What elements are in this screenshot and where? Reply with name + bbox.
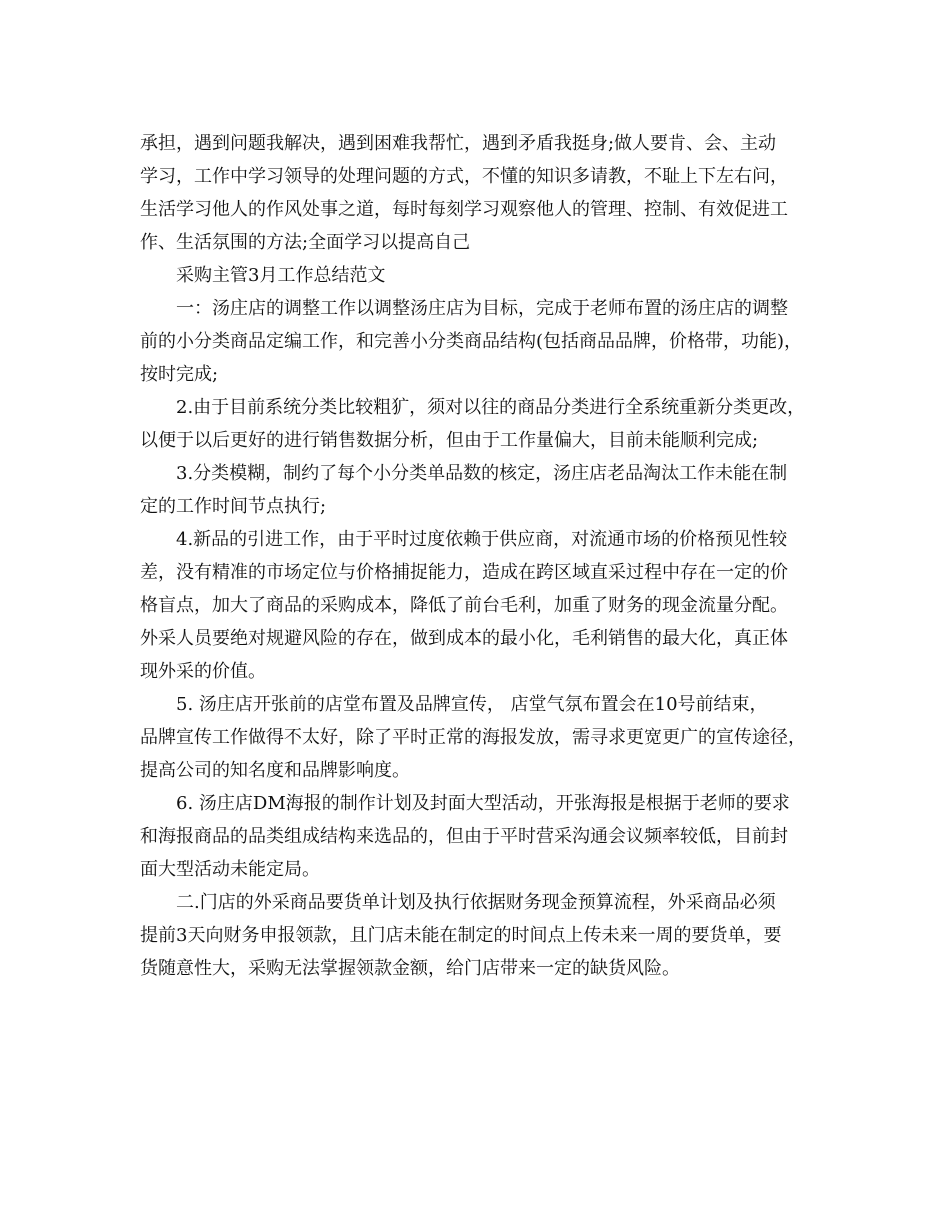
text-line: 定的工作时间节点执行; — [140, 496, 327, 517]
text-line: 前的小分类商品定编工作，和完善小分类商品结构(包括商品品牌，价格带，功能)， — [140, 331, 803, 352]
text-line: 2.由于目前系统分类比较粗犷，须对以往的商品分类进行全系统重新分类更改， — [176, 397, 806, 418]
text-line: 学习，工作中学习领导的处理问题的方式，不懂的知识多请教，不耻上下左右问， — [140, 166, 788, 187]
text-line: 作、生活氛围的方法;全面学习以提高自己 — [140, 232, 471, 253]
text-line: 4.新品的引进工作，由于平时过度依赖于供应商，对流通市场的价格预见性较 — [176, 529, 788, 550]
text-line: 3.分类模糊，制约了每个小分类单品数的核定，汤庄店老品淘汰工作未能在制 — [176, 463, 788, 484]
text-line: 按时完成; — [140, 364, 219, 385]
text-line: 6. 汤庄店DM海报的制作计划及封面大型活动，开张海报是根据于老师的要求 — [176, 793, 790, 814]
text-line: 提前3天向财务申报领款，且门店未能在制定的时间点上传未来一周的要货单，要 — [140, 925, 782, 946]
text-line: 二.门店的外采商品要货单计划及执行依据财务现金预算流程，外采商品必须 — [176, 892, 776, 913]
text-line: 品牌宣传工作做得不太好，除了平时正常的海报发放，需寻求更宽更广的宣传途径， — [140, 727, 806, 748]
text-line: 承担，遇到问题我解决，遇到困难我帮忙，遇到矛盾我挺身;做人要肯、会、主动 — [140, 133, 777, 154]
text-line: 生活学习他人的作风处事之道，每时每刻学习观察他人的管理、控制、有效促进工 — [140, 199, 788, 220]
text-line: 现外采的价值。 — [140, 661, 266, 682]
text-line: 和海报商品的品类组成结构来选品的，但由于平时营采沟通会议频率较低，目前封 — [140, 826, 788, 847]
text-line: 格盲点，加大了商品的采购成本，降低了前台毛利，加重了财务的现金流量分配。 — [140, 595, 788, 616]
text-line: 一：汤庄店的调整工作以调整汤庄店为目标，完成于老师布置的汤庄店的调整 — [176, 298, 788, 319]
section-title: 采购主管3月工作总结范文 — [176, 265, 386, 286]
text-line: 外采人员要绝对规避风险的存在，做到成本的最小化，毛利销售的最大化，真正体 — [140, 628, 788, 649]
text-line: 货随意性大，采购无法掌握领款金额，给门店带来一定的缺货风险。 — [140, 958, 680, 979]
text-line: 提高公司的知名度和品牌影响度。 — [140, 760, 410, 781]
text-line: 面大型活动未能定局。 — [140, 859, 320, 880]
text-line: 差，没有精准的市场定位与价格捕捉能力，造成在跨区域直采过程中存在一定的价 — [140, 562, 788, 583]
text-line: 以便于以后更好的进行销售数据分析，但由于工作量偏大，目前未能顺利完成; — [140, 430, 759, 451]
text-line: 5. 汤庄店开张前的店堂布置及品牌宣传， 店堂气氛布置会在10号前结束， — [176, 694, 768, 715]
